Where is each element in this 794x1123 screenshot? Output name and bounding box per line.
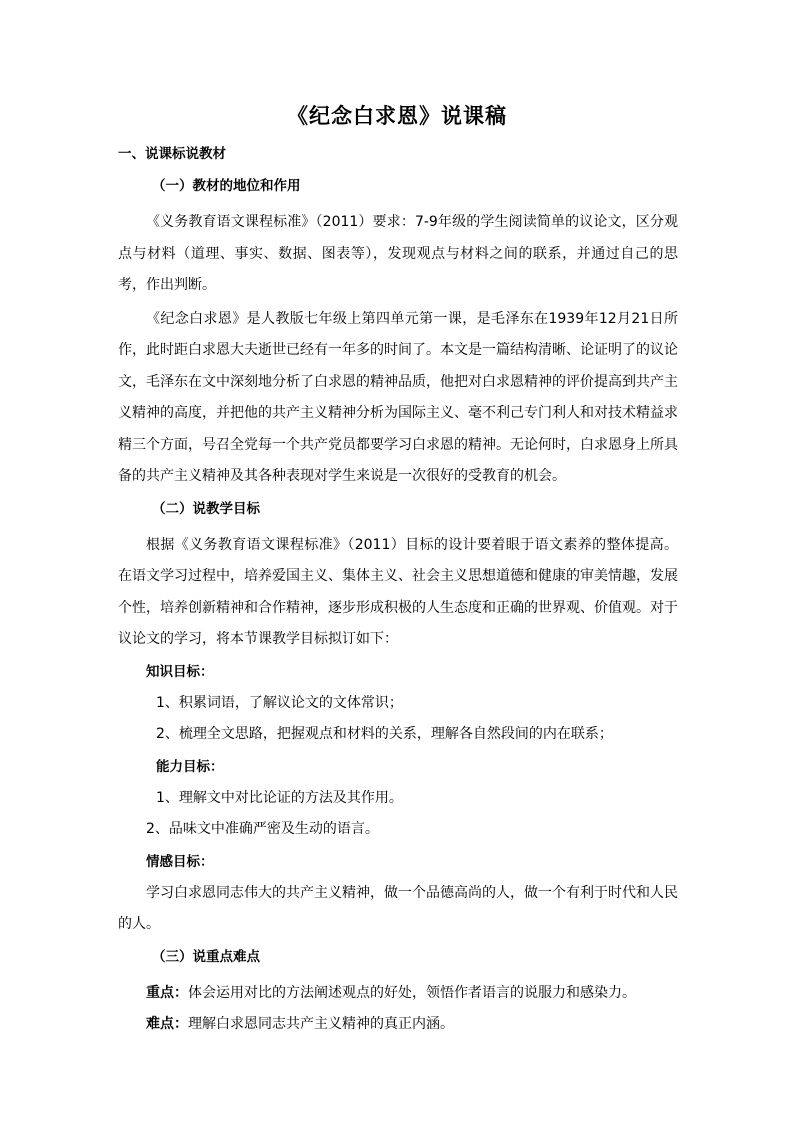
subsection-heading: （一）教材的地位和作用 (152, 178, 301, 194)
difficult-point-line (118, 1009, 678, 1041)
ability-goal-label: 能力目标： (156, 758, 224, 775)
paragraph: 《纪念白求恩》是人教版七年级上第四单元第一课，是毛泽东在1939年12月21日所作，此时距白求恩大夫逝世已经有一年多的时间了。本文是一篇结构清晰、论证明了的议论文，毛泽东在文中深刻地分析了白求恩的精神品质，他把对白求恩精神的评价提高到共产主义精神的高度，并把他的共产主义精神分析为国际主义、毫不利己专门利人和对技术精益求精三个方面，号召全党每一个共产党员都要学习白求恩的精神。无论何时，白求恩身上所具备的共产主义精神及其各种表现对学生来说是一次很好的受教育的机会。 (118, 310, 678, 484)
key-point-text: 体会运用对比的方法阐述观点的好处，领悟作者语言的说服力和感染力。 (188, 984, 636, 1001)
knowledge-goal-label: 知识目标： (146, 663, 214, 680)
section-heading: 一、说课标说教材 (118, 146, 226, 162)
paragraph: 根据《义务教育语文课程标准》（2011）目标的设计要着眼于语文素养的整体提高。在语文学习过程中，培养爱国主义、集体主义、社会主义思想道德和健康的审美情趣，发展个性，培养创新精神和合作精神，逐步形成积极的人生态度和正确的世界观、价值观。对于议论文的学习，将本节课教学目标拟订如下： (118, 536, 678, 647)
subsection-heading: （三）说重点难点 (152, 948, 260, 965)
difficult-point-label: 难点： (146, 1016, 188, 1032)
paragraph: 《义务教育语文课程标准》（2011）要求：7-9年级的学生阅读简单的议论文，区分观点与材料（道理、事实、数据、图表等），发现观点与材料之间的联系，并通过自己的思考，作出判断。 (118, 214, 678, 293)
list-item: 2、梳理全文思路，把握观点和材料的关系，理解各自然段间的内在联系； (156, 726, 613, 742)
list-item: 1、理解文中对比论证的方法及其作用。 (156, 789, 403, 806)
key-point-line (118, 978, 678, 1010)
subsection-heading: （二）说教学目标 (152, 500, 260, 517)
key-point-label: 重点： (146, 984, 188, 1001)
emotion-goal-label: 情感目标： (146, 853, 214, 870)
document-body (118, 144, 678, 1041)
paragraph: 学习白求恩同志伟大的共产主义精神，做一个品德高尚的人，做一个有利于时代和人民的人。 (118, 884, 678, 932)
list-item: 1、积累词语，了解议论文的文体常识； (156, 694, 403, 711)
document-title: 《纪念白求恩》说课稿 (287, 103, 507, 128)
difficult-point-text: 理解白求恩同志共产主义精神的真正内涵。 (188, 1016, 454, 1032)
list-item: 2、品味文中准确严密及生动的语言。 (146, 821, 379, 837)
